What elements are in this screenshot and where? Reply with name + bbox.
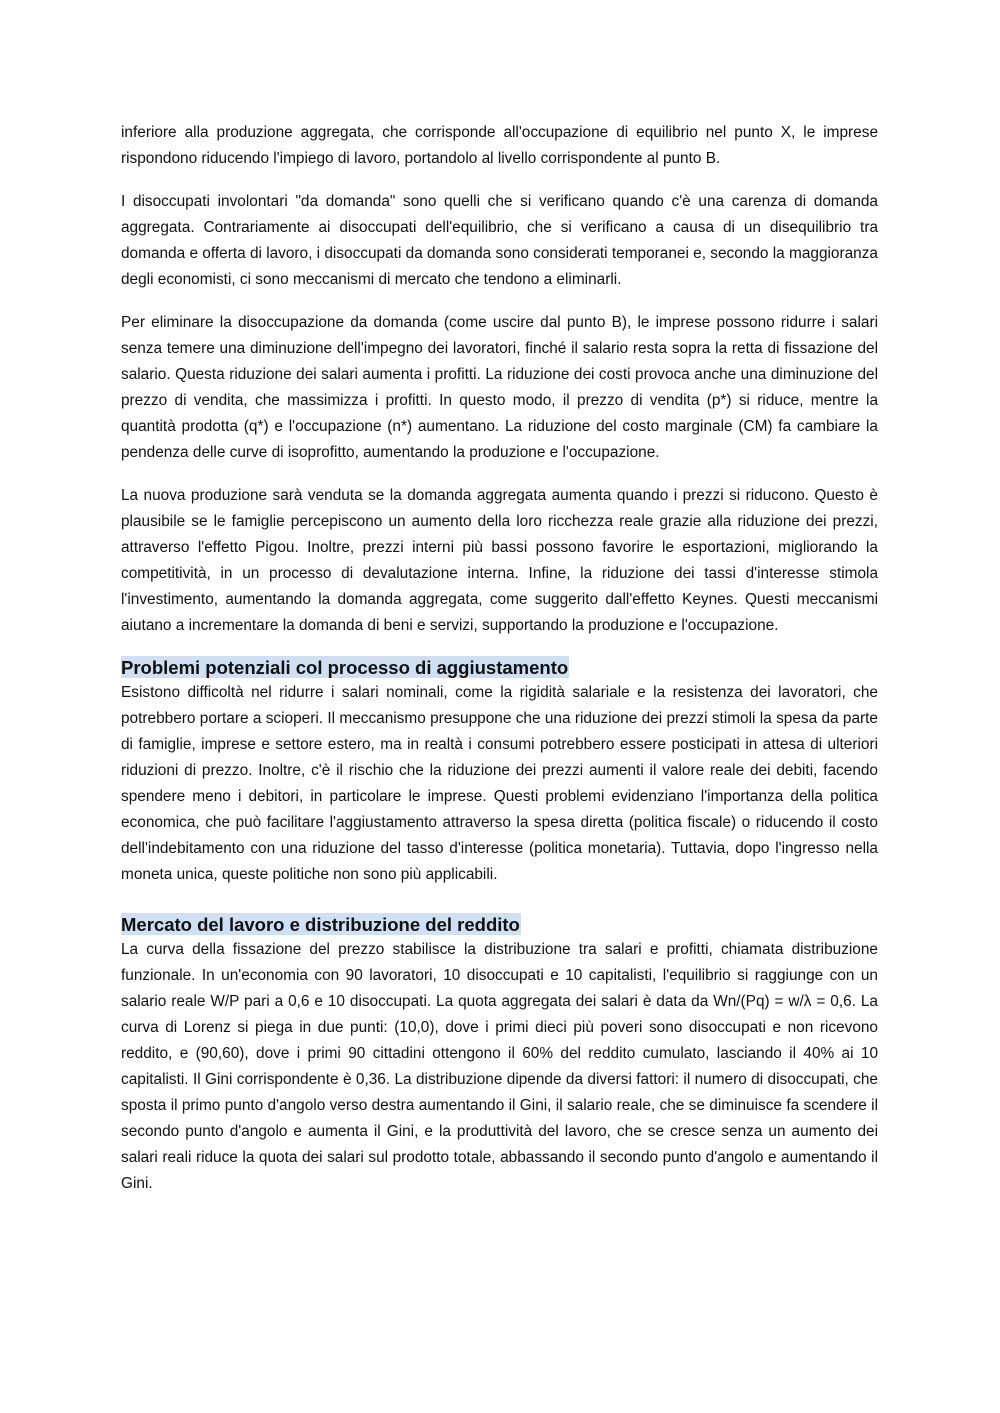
paragraph-labor-market-income: La curva della fissazione del prezzo stabilisce la distribuzione tra salari e profitti, chiamata distribuzione funzionale. In un'economia con 90 lavoratori, 10 disoccupati e 10 capitalisti, l'equilibrio si raggiunge con un salario reale W/P pari a 0,6 e 10 disoccupati. La quota aggregata dei salari è data da Wn/(Pq) = w/λ = 0,6. La curva di Lorenz si piega in due punti: (10,0), dove i primi dieci più poveri sono disoccupati e non ricevono reddito, e (90,60), dove i primi 90 cittadini ottengono il 60% del reddito cumulato, lasciando il 40% ai 10 capitalisti. Il Gini corrispondente è 0,36. La distribuzione dipende da diversi fattori: il numero di disoccupati, che sposta il primo punto d'angolo verso destra aumentando il Gini, il salario reale, che se diminuisce fa scendere il secondo punto d'angolo e aumenta il Gini, e la produttività del lavoro, che se cresce senza un aumento dei salari reali riduce la quota dei salari sul prodotto totale, abbassando il secondo punto d'angolo e aumentando il Gini. — [121, 941, 878, 1192]
paragraph-equilibrium-continuation: inferiore alla produzione aggregata, che corrisponde all'occupazione di equilibrio nel punto X, le imprese rispondono riducendo l'impiego di lavoro, portandolo al livello corrispondente al punto B. — [121, 124, 878, 167]
document-page — [121, 120, 878, 1214]
paragraph-adjustment-problems: Esistono difficoltà nel ridurre i salari nominali, come la rigidità salariale e la resistenza dei lavoratori, che potrebbero portare a scioperi. Il meccanismo presuppone che una riduzione dei prezzi stimoli la spesa da parte di famiglie, imprese e settore estero, ma in realtà i consumi potrebbero essere posticipati in attesa di ulteriori riduzioni di prezzo. Inoltre, c'è il rischio che la riduzione dei prezzi aumenti il valore reale dei debiti, facendo spendere meno i debitori, in particolare le imprese. Questi problemi evidenziano l'importanza della politica economica, che può facilitare l'aggiustamento attraverso la spesa diretta (politica fiscale) o riducendo il costo dell'indebitamento con una riduzione del tasso d'interesse (politica monetaria). Tuttavia, dopo l'ingresso nella moneta unica, queste politiche non sono più applicabili. — [121, 684, 878, 883]
paragraph-demand-unemployment: I disoccupati involontari "da domanda" sono quelli che si verificano quando c'è una carenza di domanda aggregata. Contrariamente ai disoccupati dell'equilibrio, che si verificano a causa di un disequilibrio tra domanda e offerta di lavoro, i disoccupati da domanda sono considerati temporanei e, secondo la maggioranza degli economisti, ci sono meccanismi di mercato che tendono a eliminarli. — [121, 193, 878, 288]
section-heading-labor-market-income: Mercato del lavoro e distribuzione del reddito — [121, 914, 520, 935]
paragraph-aggregate-demand: La nuova produzione sarà venduta se la domanda aggregata aumenta quando i prezzi si riducono. Questo è plausibile se le famiglie percepiscono un aumento della loro ricchezza reale grazie alla riduzione dei prezzi, attraverso l'effetto Pigou. Inoltre, prezzi interni più bassi possono favorire le esportazioni, migliorando la competitività, in un processo di devalutazione interna. Infine, la riduzione dei tassi d'interesse stimola l'investimento, aumentando la domanda aggregata, come suggerito dall'effetto Keynes. Questi meccanismi aiutano a incrementare la domanda di beni e servizi, supportando la produzione e l'occupazione. — [121, 487, 878, 634]
section-heading-adjustment-problems: Problemi potenziali col processo di aggiustamento — [121, 657, 569, 678]
paragraph-eliminating-unemployment: Per eliminare la disoccupazione da domanda (come uscire dal punto B), le imprese possono ridurre i salari senza temere una diminuzione dell'impegno dei lavoratori, finché il salario resta sopra la retta di fissazione del salario. Questa riduzione dei salari aumenta i profitti. La riduzione dei costi provoca anche una diminuzione del prezzo di vendita, che massimizza i profitti. In questo modo, il prezzo di vendita (p*) si riduce, mentre la quantità prodotta (q*) e l'occupazione (n*) aumentano. La riduzione del costo marginale (CM) fa cambiare la pendenza delle curve di isoprofitto, aumentando la produzione e l'occupazione. — [121, 314, 878, 461]
